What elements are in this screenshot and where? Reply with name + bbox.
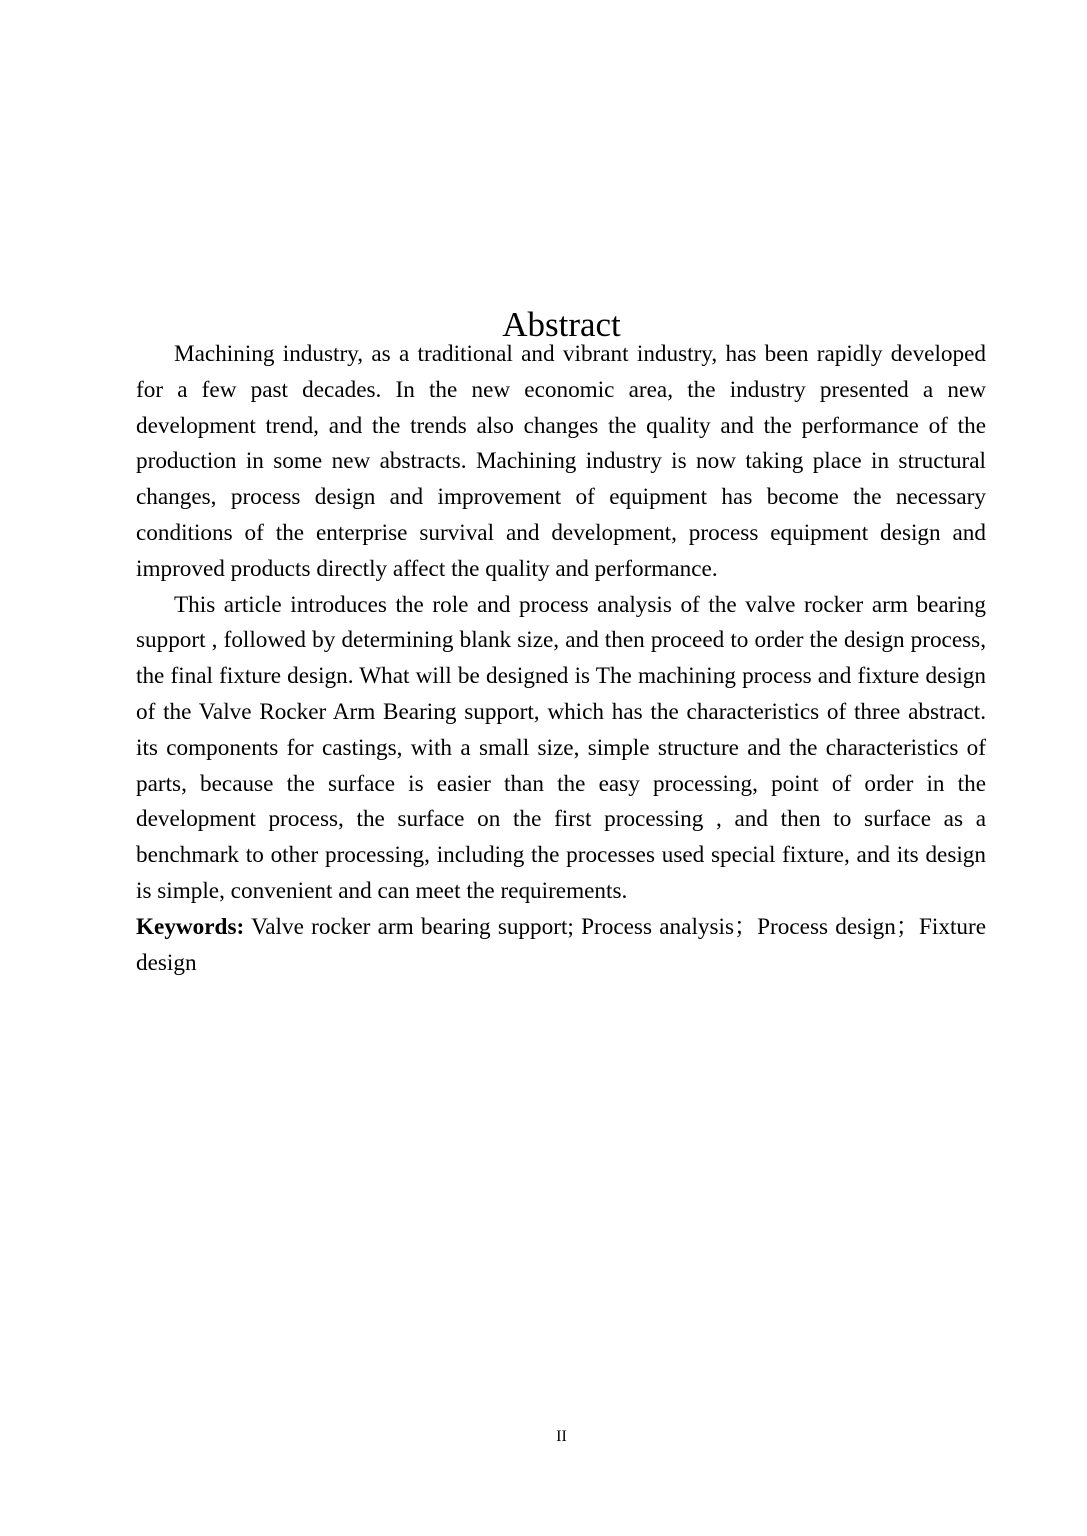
abstract-paragraph-2: This article introduces the role and process analysis of the valve rocker arm bearing support , followed by determining blank size, and then proceed to order the design process, the final fixture design. What will be designed is The machining process and fixture design of the Valve Rocker Arm Bearing support, which has the characteristics of three abstract. its components for castings, with a small size, simple structure and the characteristics of parts, because the surface is easier than the easy processing, point of order in the development process, the surface on the first processing , and then to surface as a benchmark to other processing, including the processes used special fixture, and its design is simple, convenient and can meet the requirements. — [136, 591, 986, 904]
abstract-body — [136, 337, 986, 981]
abstract-title: Abstract — [502, 305, 621, 345]
keywords-label: Keywords: — [136, 913, 245, 940]
abstract-paragraph-1: Machining industry, as a traditional and vibrant industry, has been rapidly developed for a few past decades. In the new economic area, the industry presented a new development trend, and the trends also changes the quality and the performance of the production in some new abstracts. Machining industry is now taking place in structural changes, process design and improvement of equipment has become the necessary conditions of the enterprise survival and development, process equipment design and improved products directly affect the quality and performance. — [136, 341, 986, 582]
keywords-text: Valve rocker arm bearing support; Process analysis；Process design；Fixture design — [136, 913, 986, 976]
page-number: II — [556, 1428, 567, 1445]
keywords-line — [136, 910, 986, 982]
